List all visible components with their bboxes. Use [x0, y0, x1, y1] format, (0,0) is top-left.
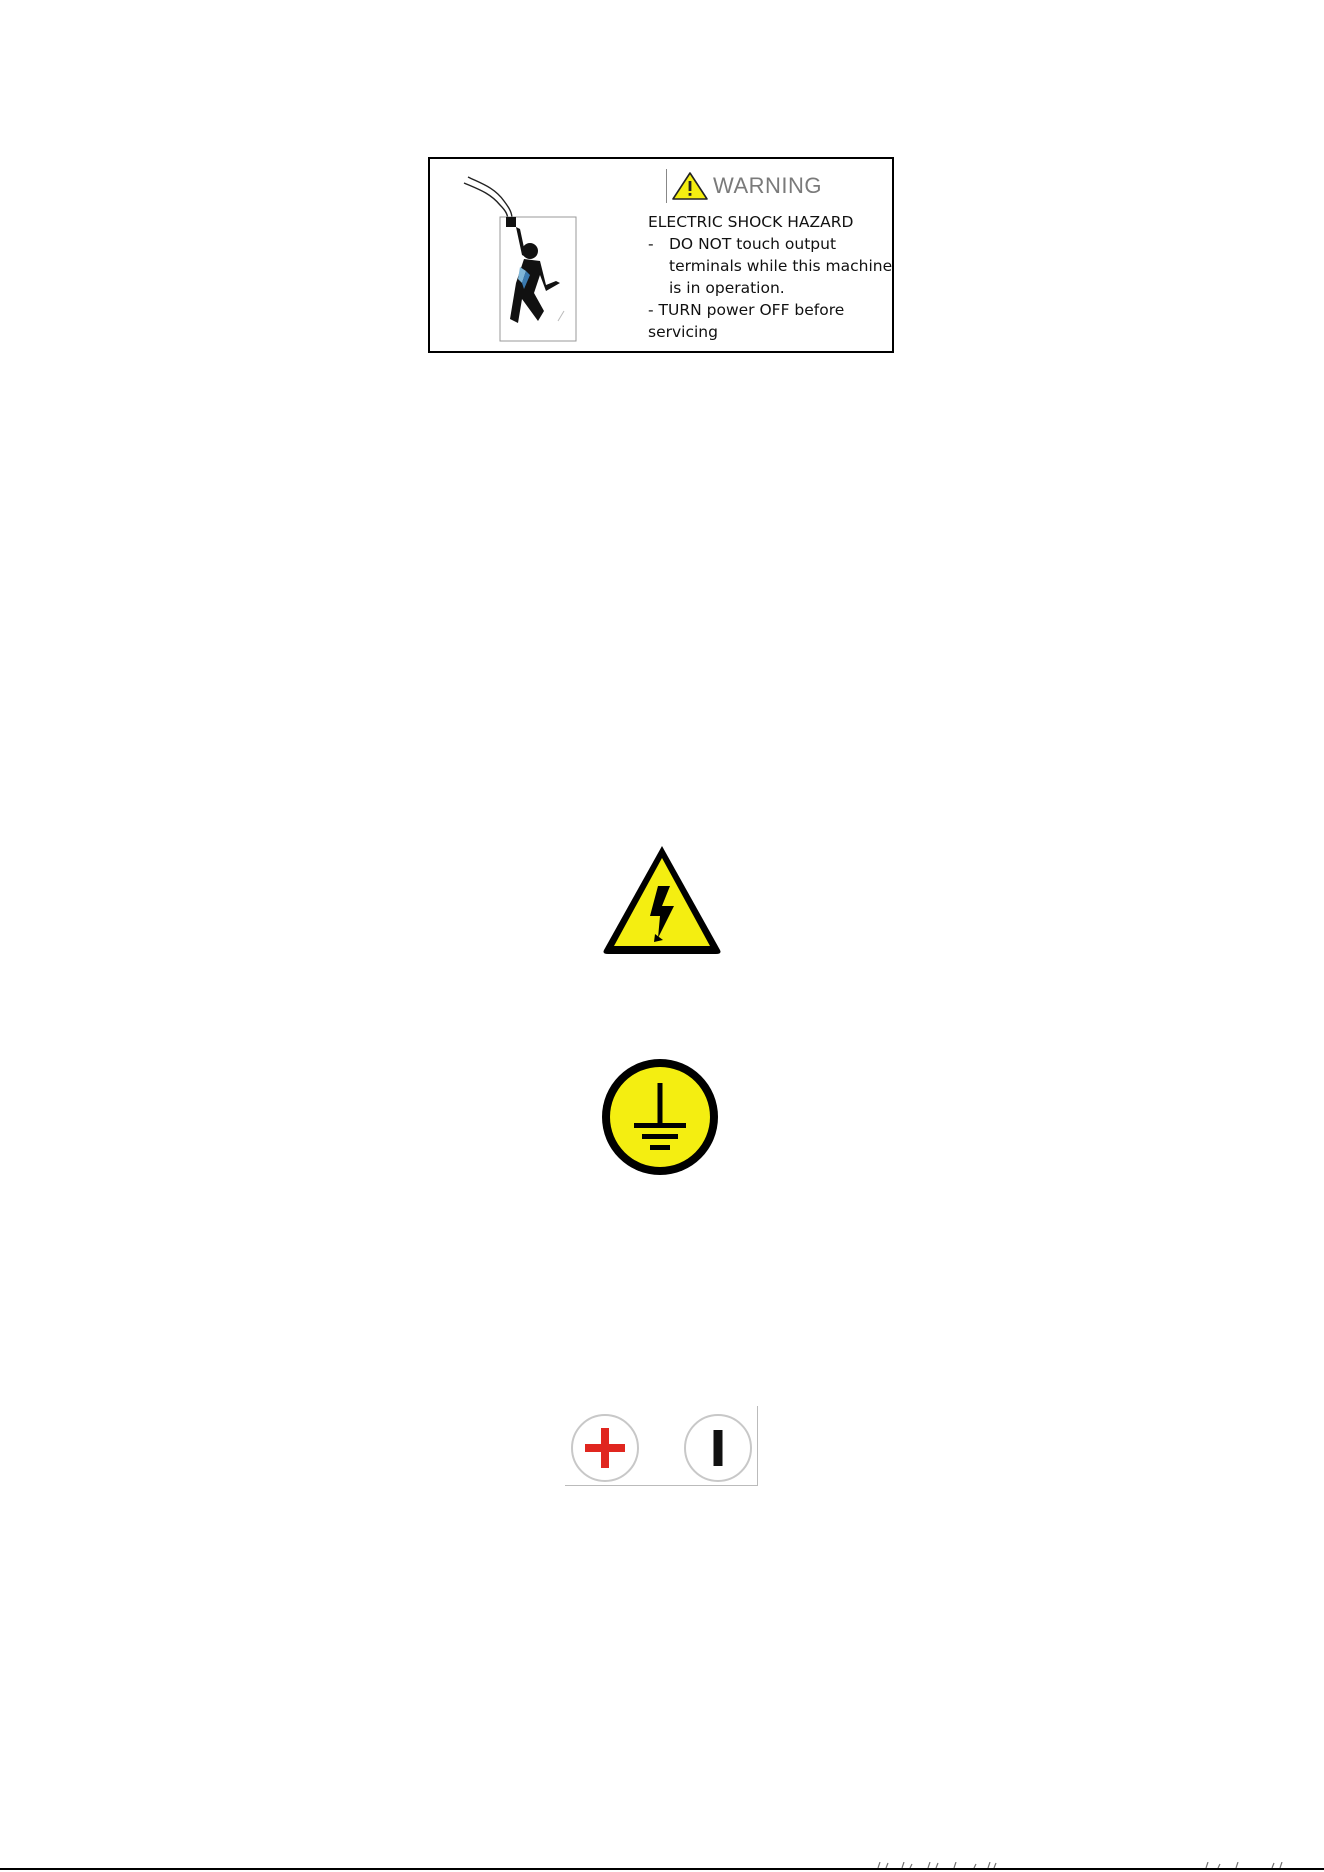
- warning-header: [666, 169, 822, 203]
- warning-title: WARNING: [713, 173, 823, 198]
- protective-earth-ground-icon: [600, 1057, 720, 1177]
- instruction-line-2: terminals while this machine: [669, 257, 893, 275]
- footer-rule: [0, 1868, 1324, 1870]
- negative-terminal-icon: [683, 1413, 753, 1483]
- warning-text: [648, 211, 892, 343]
- electric-hazard-triangle-icon: [600, 842, 724, 958]
- hazard-heading: ELECTRIC SHOCK HAZARD: [648, 213, 854, 231]
- warning-label: [428, 157, 894, 353]
- warning-triangle-icon: [671, 171, 709, 201]
- instruction-line-5: servicing: [648, 323, 718, 341]
- positive-terminal-icon: [570, 1413, 640, 1483]
- bullet-dash: -: [648, 235, 654, 253]
- instruction-line-4: - TURN power OFF before: [648, 301, 845, 319]
- electric-shock-person-icon: [460, 171, 580, 343]
- instruction-line-1: [648, 233, 892, 255]
- instruction-text-1: DO NOT touch output: [669, 235, 837, 253]
- terminal-polarity-panel: [565, 1406, 758, 1486]
- instruction-line-3: is in operation.: [669, 279, 785, 297]
